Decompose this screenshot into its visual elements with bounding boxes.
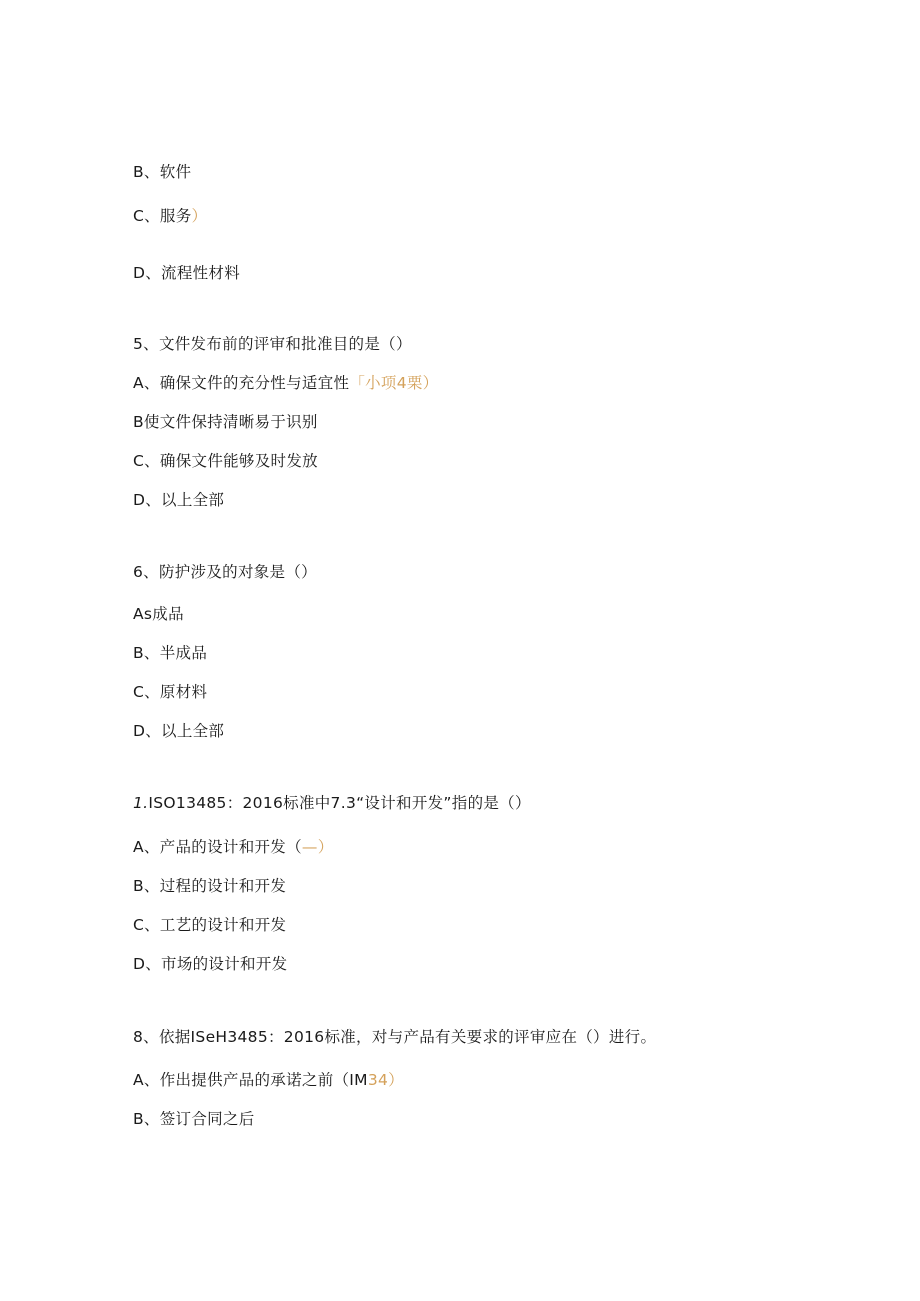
question-7 [133,793,531,813]
line-text: B、过程的设计和开发 [133,877,287,895]
q7-option-c [133,915,286,935]
q5-option-d [133,490,224,510]
line-text: As成品 [133,605,184,623]
question-text: 5、文件发布前的评审和批准目的是（） [133,335,412,353]
line-text: D、流程性材料 [133,264,241,282]
q7-option-d [133,954,287,974]
question-number: 1. [133,794,149,812]
q8-option-b [133,1109,255,1129]
question-8 [133,1027,656,1047]
line-text: A、确保文件的充分性与适宜性 [133,374,350,392]
q7-option-b [133,876,286,896]
q5-option-b [133,412,318,432]
line-text: D、以上全部 [133,722,225,740]
line-text: A、作出提供产品的承诺之前（IM [133,1071,368,1089]
line-text: A、产品的设计和开发（ [133,838,302,856]
q5-option-a [133,373,438,393]
question-5 [133,334,412,354]
line-text: C、确保文件能够及时发放 [133,452,318,470]
line-text: B、软件 [133,163,192,181]
question-6 [133,562,317,582]
q6-option-c [133,682,207,702]
line-text: C、工艺的设计和开发 [133,916,287,934]
line-text: B使文件保持清晰易于识别 [133,413,318,431]
option-c-service [133,206,207,226]
q6-option-b [133,643,207,663]
option-d-processed-material [133,263,240,283]
q6-option-d [133,721,224,741]
q7-option-a [133,837,334,857]
q5-option-c [133,451,318,471]
line-mark: 34） [367,1071,404,1089]
line-text: D、以上全部 [133,491,225,509]
question-text: 8、依据ISeH3485：2016标准，对与产品有关要求的评审应在（）进行。 [133,1028,657,1046]
line-mark: 「小项4栗） [349,374,439,392]
line-text: B、半成品 [133,644,208,662]
line-mark: ） [191,207,208,225]
line-text: C、原材料 [133,683,208,701]
q8-option-a [133,1070,404,1090]
question-text: 6、防护涉及的对象是（） [133,563,317,581]
option-b-software [133,162,191,182]
line-text: B、签订合同之后 [133,1110,255,1128]
line-mark: —） [301,838,334,856]
line-text: C、服务 [133,207,192,225]
q6-option-a [133,604,184,624]
question-text: ISO13485：2016标准中7.3“设计和开发”指的是（） [148,794,531,812]
line-text: D、市场的设计和开发 [133,955,288,973]
